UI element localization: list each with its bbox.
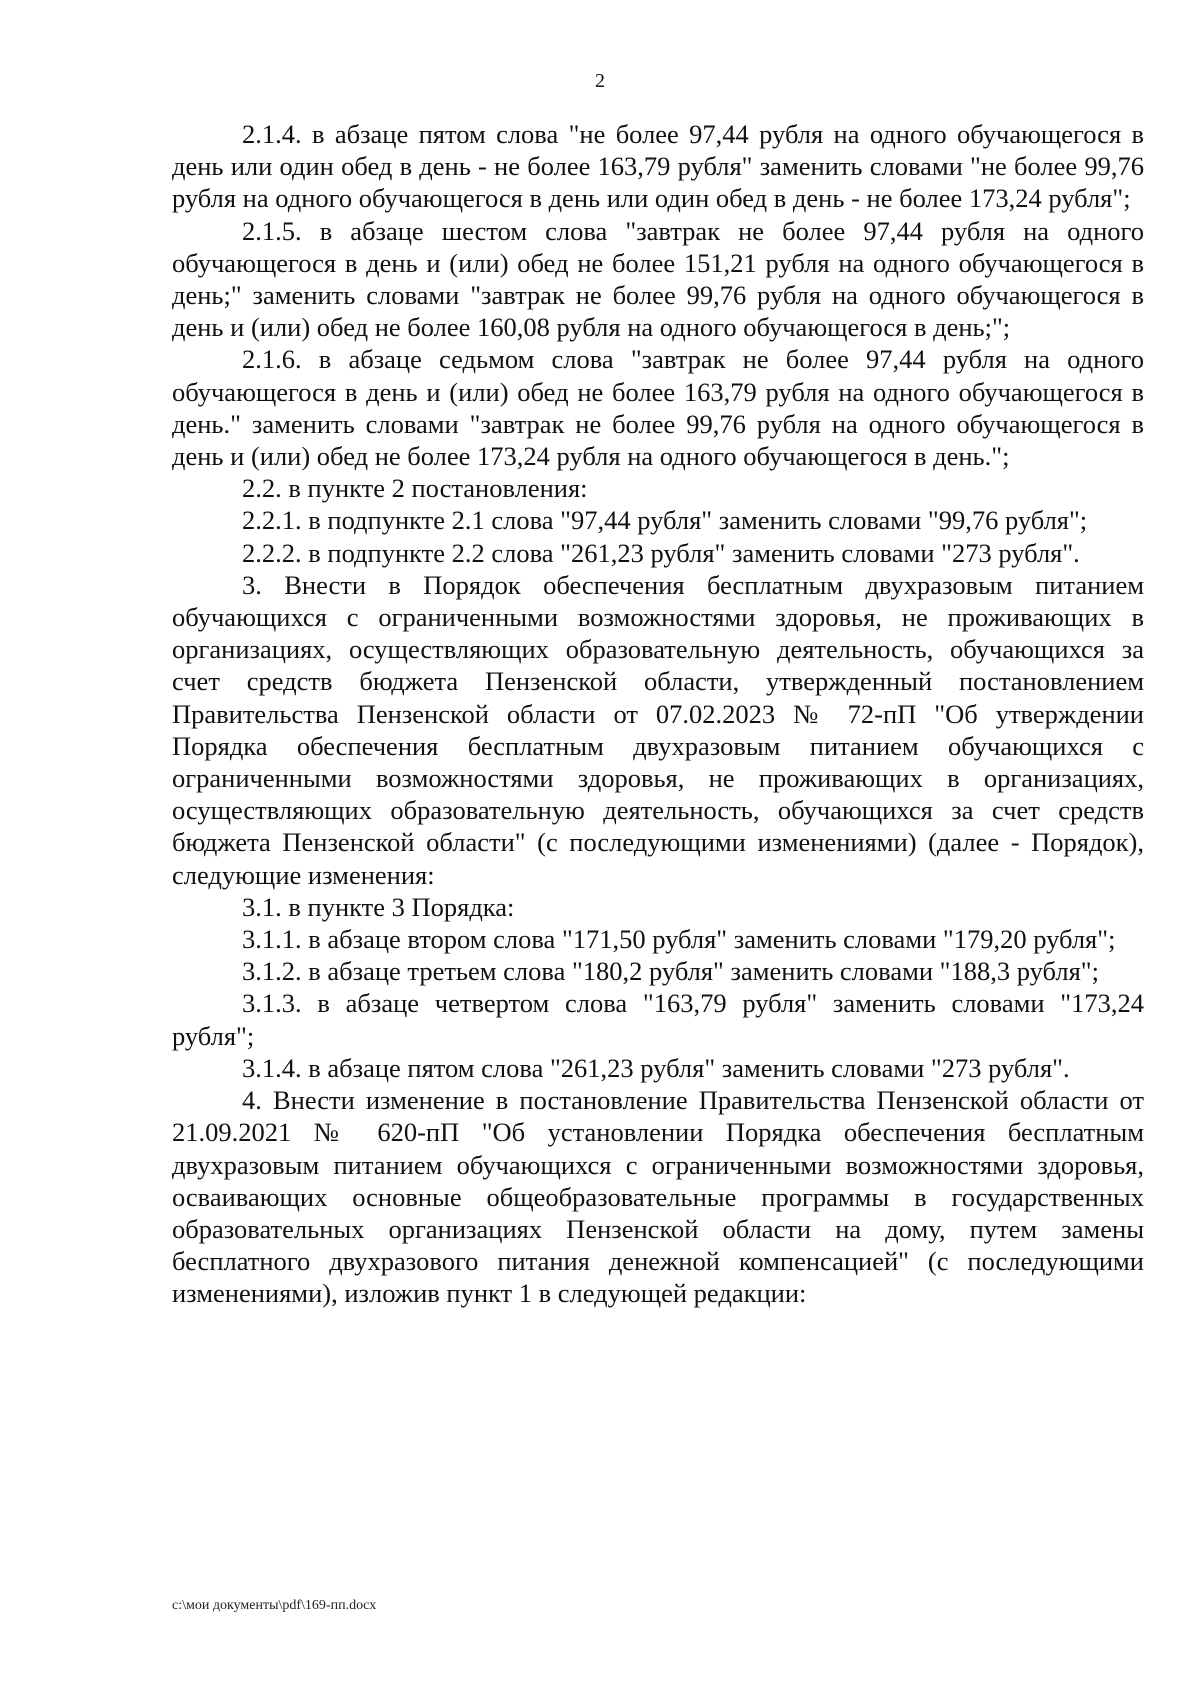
paragraph-2-1-6: 2.1.6. в абзаце седьмом слова "завтрак не более 97,44 рубля на одного обучающегося в день и (или) обед не более 163,79 рубля на одного обучающегося в день." заменить словами "завтрак не более 99,76 рубля на одного обучающегося в день и (или) обед не более 173,24 рубля на одного обучающегося в день."; xyxy=(172,344,1144,472)
paragraph-3-1-3: 3.1.3. в абзаце четвертом слова "163,79 рубля" заменить словами "173,24 рубля"; xyxy=(172,988,1144,1051)
document-body xyxy=(172,118,1144,1310)
paragraph-2-2: 2.2. в пункте 2 постановления: xyxy=(242,473,588,504)
paragraph-3: 3. Внести в Порядок обеспечения бесплатным двухразовым питанием обучающихся с ограниченными возможностями здоровья, не проживающих в организациях, осуществляющих образовательную деятельность, обучающихся за счет средств бюджета Пензенской области, утвержденный постановлением Правительства Пензенской области от 07.02.2023 № 72-пП "Об утверждении Порядка обеспечения бесплатным двухразовым питанием обучающихся с ограниченными возможностями здоровья, не проживающих в организациях, осуществляющих образовательную деятельность, обучающихся за счет средств бюджета Пензенской области" (с последующими изменениями) (далее - Порядок), следующие изменения: xyxy=(172,569,1144,890)
paragraph-3-1-4: 3.1.4. в абзаце пятом слова "261,23 рубля" заменить словами "273 рубля". xyxy=(242,1052,1070,1083)
paragraph-4: 4. Внести изменение в постановление Правительства Пензенской области от 21.09.2021 № 620-пП "Об установлении Порядка обеспечения бесплатным двухразовым питанием обучающихся с ограниченными возможностями здоровья, осваивающих основные общеобразовательные программы в государственных образовательных организациях Пензенской области на дому, путем замены бесплатного двухразового питания денежной компенсацией" (с последующими изменениями), изложив пункт 1 в следующей редакции: xyxy=(172,1085,1144,1309)
paragraph-3-1: 3.1. в пункте 3 Порядка: xyxy=(242,891,515,922)
page-number: 2 xyxy=(595,70,605,92)
paragraph-2-2-2: 2.2.2. в подпункте 2.2 слова "261,23 рубля" заменить словами "273 рубля". xyxy=(242,537,1080,568)
paragraph-2-1-4: 2.1.4. в абзаце пятом слова "не более 97,44 рубля на одного обучающегося в день или один обед в день - не более 163,79 рубля" заменить словами "не более 99,76 рубля на одного обучающегося в день или один обед в день - не более 173,24 рубля"; xyxy=(172,119,1144,214)
footer-file-path: c:\мои документы\pdf\169-пп.docx xyxy=(172,1598,377,1613)
paragraph-3-1-2: 3.1.2. в абзаце третьем слова "180,2 рубля" заменить словами "188,3 рубля"; xyxy=(242,956,1099,987)
paragraph-2-1-5: 2.1.5. в абзаце шестом слова "завтрак не более 97,44 рубля на одного обучающегося в день и (или) обед не более 151,21 рубля на одного обучающегося в день;" заменить словами "завтрак не более 99,76 рубля на одного обучающегося в день и (или) обед не более 160,08 рубля на одного обучающегося в день;"; xyxy=(172,215,1144,343)
paragraph-3-1-1: 3.1.1. в абзаце втором слова "171,50 рубля" заменить словами "179,20 рубля"; xyxy=(242,924,1116,955)
paragraph-2-2-1: 2.2.1. в подпункте 2.1 слова "97,44 рубля" заменить словами "99,76 рубля"; xyxy=(242,505,1088,536)
